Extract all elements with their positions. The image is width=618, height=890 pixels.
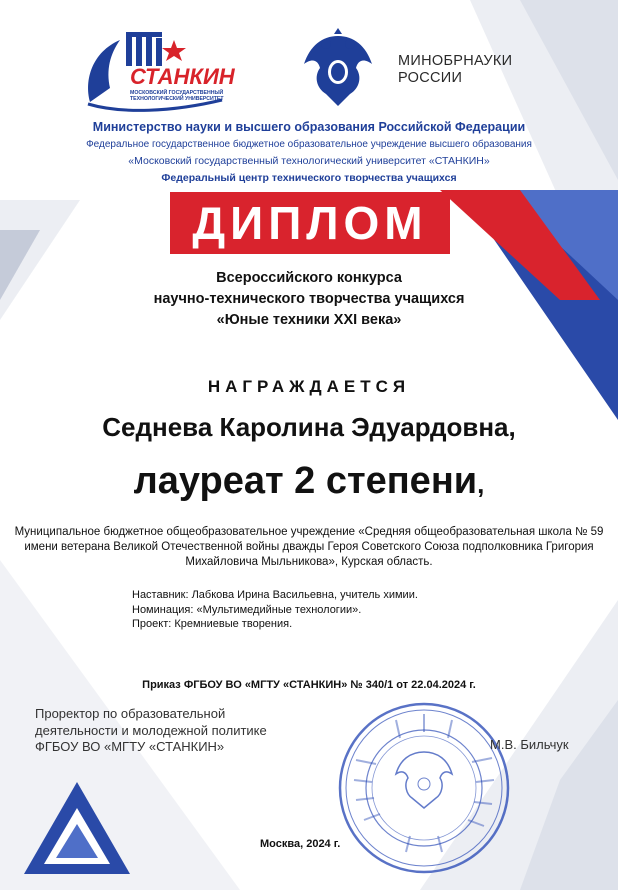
nomination-line: Номинация: «Мультимедийные технологии». — [132, 603, 362, 616]
signer-name: М.В. Бильчук — [490, 737, 569, 752]
signer-line-2: деятельности и молодежной политике — [35, 722, 267, 738]
stankin-logo-name: СТАНКИН — [130, 64, 235, 89]
project-details — [132, 588, 418, 632]
school-line-1: Муниципальное бюджетное общеобразовательное учреждение «Средняя общеобразовательная школа № 59 — [14, 526, 604, 538]
stankin-logo-subtitle: МОСКОВСКИЙ ГОСУДАРСТВЕННЫЙ ТЕХНОЛОГИЧЕСКИЙ УНИВЕРСИТЕТ — [130, 90, 224, 102]
russian-emblem-icon — [300, 24, 376, 110]
signer-line-1: Проректор по образовательной — [35, 706, 226, 721]
header-institution-type: Федеральное государственное бюджетное образовательное учреждение высшего образования — [86, 139, 532, 150]
official-stamp-icon — [336, 700, 512, 876]
header-center: Федеральный центр технического творчества учащихся — [161, 172, 457, 184]
ministry-logo-line-1: МИНОБРНАУКИ — [398, 53, 513, 69]
header-ministry: Министерство науки и высшего образования Российской Федерации — [92, 120, 526, 134]
award-degree-text: лауреат 2 степени — [133, 460, 478, 502]
contest-line-1: Всероссийского конкурса — [216, 270, 402, 286]
contest-title — [0, 268, 618, 331]
award-degree — [0, 460, 618, 503]
city-year: Москва, 2024 г. — [260, 838, 341, 850]
stankin-logo — [82, 30, 252, 112]
awarded-label: НАГРАЖДАЕТСЯ — [207, 377, 411, 396]
signer-title — [35, 706, 267, 756]
contest-line-3: «Юные техники XXI века» — [216, 312, 402, 328]
award-degree-punct: , — [477, 469, 485, 499]
school-info — [14, 525, 604, 570]
corner-triangle-logo-icon — [22, 778, 132, 878]
contest-line-2: научно-технического творчества учащихся — [153, 291, 465, 307]
project-line: Проект: Кремниевые творения. — [132, 618, 293, 630]
ministry-logo-text — [398, 53, 512, 87]
ministry-logo-line-2: РОССИИ — [398, 70, 463, 86]
signer-line-3: ФГБОУ ВО «МГТУ «СТАНКИН» — [35, 739, 225, 754]
mentor-line: Наставник: Лабкова Ирина Васильевна, учитель химии. — [132, 589, 418, 601]
school-line-2: имени ветерана Великой Отечественной войны дважды Героя Советского Союза подполковника Григория — [24, 541, 594, 553]
order-reference: Приказ ФГБОУ ВО «МГТУ «СТАНКИН» № 340/1 от 22.04.2024 г. — [142, 679, 476, 691]
diploma-title: ДИПЛОМ — [192, 197, 428, 249]
header-university: «Московский государственный технологический университет «СТАНКИН» — [128, 155, 490, 167]
recipient-name: Седнева Каролина Эдуардовна, — [102, 412, 516, 442]
school-line-3: Михайловича Мыльникова», Курская область. — [185, 556, 433, 568]
